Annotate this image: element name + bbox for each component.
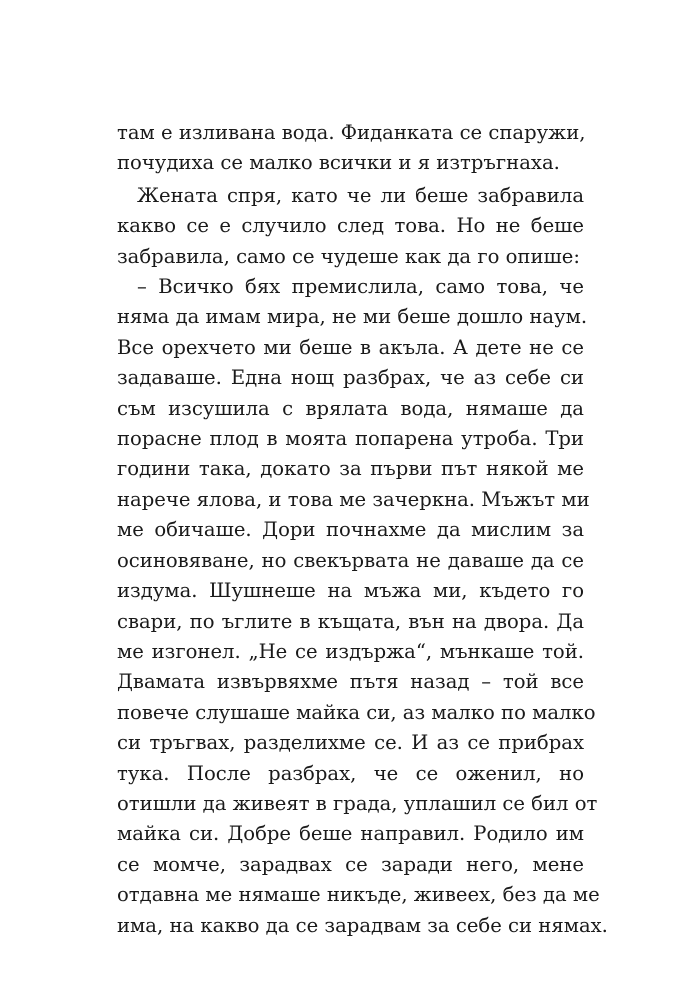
text-line: ме обичаше. Дори почнахме да мислим за (117, 518, 584, 542)
text-line: – Всичко бях премислила, само това, че (137, 275, 584, 299)
text-line: порасне плод в моята попарена утроба. Три (117, 427, 584, 451)
text-line: си тръгвах, разделихме се. И аз се прибрах (117, 731, 584, 755)
text-line: там е изливана вода. Фиданката се спаружи, (117, 121, 586, 144)
text-line: тука. После разбрах, че се оженил, но (117, 761, 584, 785)
book-page-text (117, 118, 608, 941)
text-line: има, на какво да се зарадвам за себе си нямах. (117, 913, 608, 937)
text-line: издума. Шушнеше на мъжа ми, където го (117, 579, 584, 603)
text-line: задаваше. Една нощ разбрах, че аз себе си (117, 366, 584, 390)
text-line: ме изгонел. „Не се издържа“, мънкаше той. (117, 639, 584, 663)
text-line: повече слушаше майка си, аз малко по малко (117, 700, 596, 724)
text-line: съм изсушила с врялата вода, нямаше да (117, 396, 584, 420)
text-line: отишли да живеят в града, уплашил се бил от (117, 791, 598, 815)
text-line: се момче, зарадвах се заради него, мене (117, 852, 584, 876)
text-line: майка си. Добре беше направил. Родило им (117, 822, 584, 846)
text-line: нарече ялова, и това ме зачеркна. Мъжът ми (117, 487, 590, 511)
text-line: Двамата извървяхме пътя назад – той все (117, 670, 584, 694)
text-line: забравила, само се чудеше как да го опише: (117, 244, 580, 268)
text-line: няма да имам мира, не ми беше дошло наум. (117, 305, 588, 329)
text-line: осиновяване, но свекървата не даваше да се (117, 548, 584, 572)
text-line: Все орехчето ми беше в акъла. А дете не се (117, 335, 584, 359)
text-line: какво се е случило след това. Но не беше (117, 214, 584, 238)
text-line: Жената спря, като че ли беше забравила (137, 183, 584, 207)
text-line: свари, по ъглите в къщата, вън на двора. Да (117, 609, 584, 633)
text-line: почудиха се малко всички и я изтръгнаха. (117, 151, 560, 175)
text-line: години така, докато за първи път някой ме (117, 457, 584, 481)
text-line: отдавна ме нямаше никъде, живеех, без да ме (117, 883, 600, 907)
